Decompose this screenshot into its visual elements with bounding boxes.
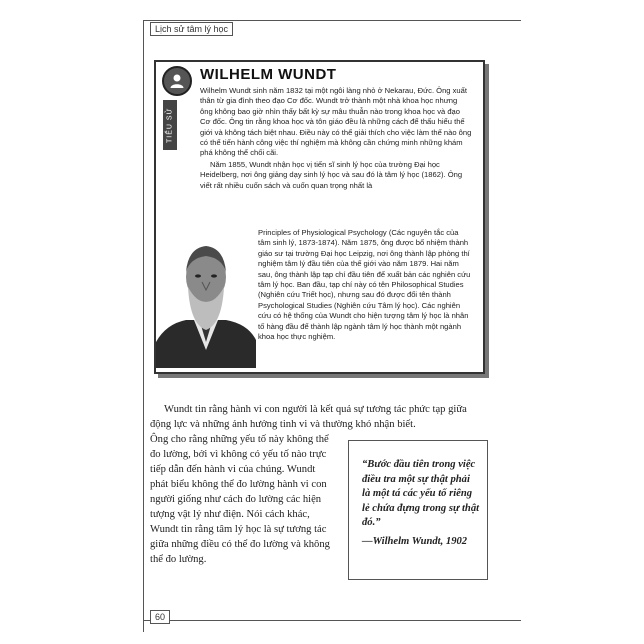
pull-quote-text: “Bước đầu tiên trong việc điều tra một sự thật phải là một tá các yếu tố riêng lẻ chứa đựng trong sự thật đó.” [362, 459, 480, 528]
pull-quote [362, 458, 480, 549]
biography-text-continued: Principles of Physiological Psychology (Các nguyên tắc của tâm sinh lý, 1873-1874). Năm 1875, ông được bổ nhiệm thành giáo sư tại trường Đại học Leipzig, nơi ông thành lập phòng thí nghiệm tâm lý đầu tiên của thế giới vào năm 1879. Hai năm sau, ông thành lập tạp chí đầu tiên để xuất bản các nghiên cứu tâm lý học. Ban đầu, tạp chí này có tên Philosophical Studies (Nghiên cứu Triết học), nhưng sau đó được đổi tên thành Psychological Studies (Nghiên cứu Tâm lý học). Các nghiên cứu có hệ thống của Wundt cho hiện tượng tâm lý học là nhân tố hàng đầu để thành lập ngành tâm lý học thành một ngành khoa học thực nghiệm. [258, 228, 471, 342]
biography-tab: TIỂU SỬ [163, 100, 177, 150]
wundt-portrait [156, 232, 256, 368]
biography-name: WILHELM WUNDT [200, 66, 337, 83]
body-paragraph-2: Ông cho rằng những yếu tố này không thể đo lường, bởi vì không có yếu tố nào trực tiếp dẫn đến hành vi của chúng. Wundt phát biểu không thể đo lường hành vi con người giống như cách đo lường các hiện tượng vật lý như điện. Nói cách khác, Wundt tin rằng tâm lý học là sự tương tác giữa những điều có thể đo lường và không thể đo lường. [150, 434, 330, 565]
biography-paragraph-2: Năm 1855, Wundt nhận học vị tiến sĩ sinh lý học của trường Đại học Heidelberg, nơi ông giảng dạy sinh lý học và sau đó là tâm lý học (1862). Ông viết rất nhiều cuốn sách và cuốn quan trọng nhất là [200, 159, 463, 190]
biography-text [200, 86, 472, 192]
pull-quote-attribution: —Wilhelm Wundt, 1902 [362, 535, 468, 547]
body-paragraph-1 [150, 402, 490, 432]
person-icon [162, 66, 192, 96]
biography-paragraph-1: Wilhelm Wundt sinh năm 1832 tại một ngôi làng nhỏ ở Nekarau, Đức. Ông xuất thân từ gia đình theo đạo Cơ đốc. Wundt trở thành một nhà khoa học nhưng ông không bao giờ nhìn thấy bất kỳ sự mâu thuẫn nào trong khoa học và đạo Cơ đốc. Ông tin rằng khoa học và tôn giáo đều là những cách để thấu hiểu thế giới và không tách biệt nhau. Điều này có thể giải thích cho việc làm thế nào ông có thể tiến hành công việc thí nghiệm mà không cần chứng minh những khám phá không thể chối cãi. [200, 86, 472, 158]
frame-top-rule [143, 20, 521, 21]
footer-rule [143, 620, 521, 621]
page-number: 60 [150, 610, 170, 624]
body-paragraph-1-text: Wundt tin rằng hành vi con người là kết quả sự tương tác phức tạp giữa động lực và những ảnh hưởng tinh vi và thường khó nhận biết. [150, 404, 467, 430]
running-head: Lịch sử tâm lý học [150, 22, 233, 36]
frame-left-rule [143, 20, 144, 632]
